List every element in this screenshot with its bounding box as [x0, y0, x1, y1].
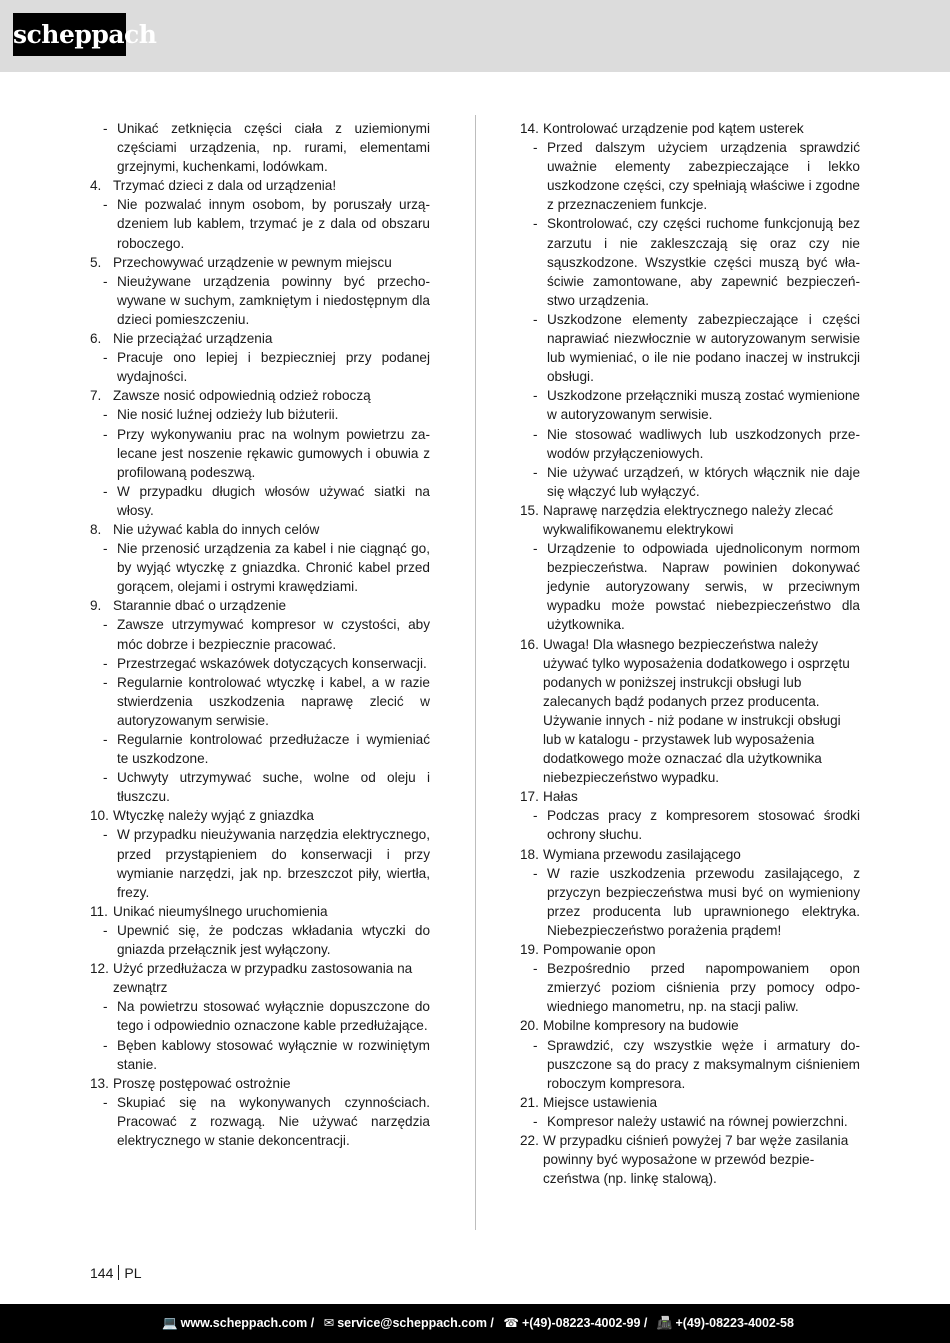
list-item-text: Uchwyty utrzymywać suche, wolne od oleju i tłuszczu. [117, 770, 430, 805]
fax-icon: 📠 [656, 1316, 673, 1330]
section-number: 5. [90, 254, 102, 270]
footer-separator: / [640, 1316, 651, 1330]
page-language: PL [124, 1265, 142, 1281]
list-item-text: Upewnić się, że podczas wkładania wtyczki do gniazda przełącznik jest wyłączony. [117, 922, 430, 958]
list-item [90, 1036, 430, 1074]
header-band [0, 0, 950, 72]
list-item [90, 768, 430, 806]
section-heading [520, 1131, 860, 1188]
list-item [90, 195, 430, 252]
section-number: 11. [90, 903, 108, 919]
list-item-text: Zawsze utrzymywać kompresor w czystości, aby móc dobrze i bezpiecznie pracować. [117, 617, 430, 652]
list-item [520, 214, 860, 309]
section-heading [90, 386, 430, 405]
list-item [520, 959, 860, 1016]
list-item [90, 482, 430, 520]
list-item-text: Nie nosić luźnej odzieży lub biżuterii. [117, 407, 339, 423]
dash-bullet: - [103, 1037, 108, 1053]
section-title: Starannie dbać o urządzenie [113, 598, 287, 614]
column-divider [475, 115, 476, 1230]
section-title: Uwaga! Dla własnego bezpieczeństwa należy używać tylko wyposażenia dodatkowego i osprzętu podanych w poniższej instrukcji obsługi lub zalecanych bądź podanych przez producenta. Używanie innych - niż podane w instrukcji obsługi lub w katalogu - przystawek lub wyposażenia dodatkowego może oznaczać dla użytkownika niebezpieczeństwo wypadku. [543, 636, 850, 786]
section-title: Mobilne kompresory na budowie [543, 1018, 739, 1034]
page-separator [118, 1265, 119, 1280]
left-column [90, 119, 430, 1150]
section-title: Nie przeciążać urządzenia [113, 331, 273, 347]
list-item-text: Przy wykonywaniu prac na wolnym powietrzu zalecane jest noszenie rękawic gumowych i obuwia z profilowaną podeszwą. [117, 426, 430, 480]
dash-bullet: - [103, 827, 108, 843]
section-heading [520, 787, 860, 806]
dash-bullet: - [103, 197, 108, 213]
section-number: 7. [90, 388, 102, 404]
computer-icon: 💻 [162, 1316, 178, 1330]
list-item-text: Pracuje ono lepiej i bezpieczniej przy podanej wydajności. [117, 350, 430, 385]
section-number: 21. [520, 1094, 539, 1110]
section-title: Trzymać dzieci z dala od urządzenia! [113, 178, 337, 194]
section-heading [90, 176, 430, 195]
list-item [520, 463, 860, 501]
dash-bullet: - [533, 808, 538, 824]
list-item-text: Skontrolować, czy części ruchome funkcjonują bez zarzutu i nie zakleszczają się oraz czy nie sąuszkodzone. Wszystkie części muszą być właściwie zamontowane, aby zapewnić bezpieczeństwo urządzenia. [547, 216, 860, 308]
dash-bullet: - [103, 999, 108, 1015]
section-heading [90, 520, 430, 539]
dash-bullet: - [533, 426, 538, 442]
footer-fax: +(49)-08223-4002-58 [675, 1316, 794, 1330]
section-title: Pompowanie opon [543, 942, 656, 958]
section-title: Użyć przedłużacza w przypadku zastosowania na zewnątrz [113, 961, 413, 996]
section-heading [90, 806, 430, 825]
list-item-text: Bęben kablowy stosować wyłącznie w rozwiniętym stanie. [117, 1037, 430, 1072]
list-item-text: Nie używać urządzeń, w których włącznik nie daje się włączyć lub wyłączyć. [547, 464, 860, 499]
section-title: Przechowywać urządzenie w pewnym miejscu [113, 254, 392, 270]
list-item [90, 997, 430, 1035]
section-title: Hałas [543, 789, 578, 805]
list-item [520, 806, 860, 844]
list-item [90, 539, 430, 596]
section-heading [520, 940, 860, 959]
section-number: 14. [520, 121, 539, 136]
section-number: 19. [520, 942, 539, 958]
section-heading [90, 959, 430, 997]
section-title: W przypadku ciśnień powyżej 7 bar węże zasilania powinny być wyposażone w przewód bezpieczeństwa (np. linkę stalową). [543, 1132, 849, 1187]
section-number: 20. [520, 1018, 539, 1034]
list-item [90, 348, 430, 386]
section-title: Proszę postępować ostrożnie [113, 1075, 291, 1091]
section-heading [90, 329, 430, 348]
section-title: Kontrolować urządzenie pod kątem usterek [543, 121, 804, 136]
section-heading [90, 253, 430, 272]
list-item-text: Urządzenie to odpowiada ujednoliconym normom bezpieczeństwa. Napraw powinien dokonywać jedynie autoryzowany serwis, w przeciwnym wypadku może powstać niebezpieczeństwo dla użytkownika. [547, 541, 860, 633]
list-item [520, 864, 860, 940]
dash-bullet: - [533, 541, 538, 557]
footer-separator: / [486, 1316, 498, 1330]
list-item [90, 405, 430, 424]
section-number: 22. [520, 1132, 539, 1148]
dash-bullet: - [533, 140, 538, 156]
list-item-text: Kompresor należy ustawić na równej powierzchni. [547, 1113, 848, 1129]
footer-email[interactable]: service@scheppach.com [337, 1316, 487, 1330]
dash-bullet: - [103, 922, 108, 938]
right-column [520, 119, 860, 1188]
section-number: 18. [520, 846, 539, 862]
section-number: 15. [520, 502, 539, 518]
section-heading [520, 119, 860, 138]
list-item-text: Nie stosować wadliwych lub uszkodzonych przewodów przyłączeniowych. [547, 426, 860, 461]
section-number: 9. [90, 598, 102, 614]
list-item-text: Przestrzegać wskazówek dotyczących konserwacji. [117, 655, 427, 671]
list-item-text: Uszkodzone elementy zabezpieczające i części naprawiać niezwłocznie w autoryzowanym serwisie lub wymieniać, o ile nie podano inaczej w instrukcji obsługi. [547, 311, 860, 385]
dash-bullet: - [533, 216, 538, 232]
section-number: 4. [90, 178, 102, 194]
list-item [90, 730, 430, 768]
phone-icon: ☎ [503, 1316, 519, 1330]
list-item-text: W przypadku nieużywania narzędzia elektrycznego, przed przystąpieniem do konserwacji i przy wymianie narzędzi, jak np. brzeszczot piły, wiertła, frezy. [117, 827, 430, 900]
section-number: 6. [90, 331, 102, 347]
dash-bullet: - [533, 388, 538, 404]
section-heading [520, 1093, 860, 1112]
dash-bullet: - [103, 426, 108, 442]
dash-bullet: - [103, 350, 108, 366]
footer-contact-bar [0, 1304, 950, 1343]
list-item-text: Bezpośrednio przed napompowaniem opon zmierzyć poziom ciśnienia przy pomocy odpowiedniego manometru, np. na stacji paliw. [547, 961, 860, 1015]
scheppach-logo: scheppach [13, 13, 126, 56]
list-item-text: Nie przenosić urządzenia za kabel i nie ciągnąć go, by wyjąć wtyczkę z gniazdka. Chronić kabel przed gorącem, olejami i ostrymi krawędziami. [117, 541, 430, 595]
list-item-text: Skupiać się na wykonywanych czynnościach. Pracować z rozwagą. Nie używać narzędzia elektrycznego w stanie dekoncentracji. [117, 1094, 430, 1148]
list-item-text: Sprawdzić, czy wszystkie węże i armatury dopuszczone są do pracy z maksymalnym ciśnieniem roboczym kompresora. [547, 1037, 860, 1091]
list-item [520, 310, 860, 386]
section-heading [520, 501, 860, 539]
dash-bullet: - [103, 732, 108, 747]
list-item-text: Regularnie kontrolować przedłużacze i wymieniać te uszkodzone. [117, 732, 430, 767]
list-item [90, 825, 430, 901]
section-title: Wymiana przewodu zasilającego [543, 846, 741, 862]
section-heading [90, 596, 430, 615]
list-item-text: W przypadku długich włosów używać siatki na włosy. [117, 483, 430, 518]
list-item-text: W razie uszkodzenia przewodu zasilającego, z przyczyn bezpieczeństwa musi być on wymieniony przez producenta lub uprawnionego elektryka. Niebezpieczeństwo porażenia prądem! [547, 865, 860, 938]
list-item-text: Uszkodzone przełączniki muszą zostać wymienione w autoryzowanym serwisie. [547, 388, 860, 423]
list-item [90, 119, 430, 176]
list-item-text: Na powietrzu stosować wyłącznie dopuszczone do tego i odpowiednio oznaczone kable przedłużające. [117, 999, 430, 1034]
section-heading [90, 902, 430, 921]
list-item [520, 1036, 860, 1093]
dash-bullet: - [103, 407, 108, 423]
list-item [90, 615, 430, 653]
footer-separator: / [307, 1316, 318, 1330]
section-number: 10. [90, 808, 109, 824]
section-title: Naprawę narzędzia elektrycznego należy zlecać wykwalifikowanemu elektrykowi [543, 502, 834, 537]
footer-website[interactable]: www.scheppach.com [180, 1316, 308, 1330]
dash-bullet: - [103, 483, 108, 499]
list-item [520, 138, 860, 214]
list-item [520, 425, 860, 463]
section-heading [90, 1074, 430, 1093]
dash-bullet: - [103, 541, 108, 557]
list-item [520, 539, 860, 634]
list-item [90, 654, 430, 673]
list-item [90, 673, 430, 730]
dash-bullet: - [533, 464, 538, 480]
dash-bullet: - [533, 961, 538, 977]
section-title: Wtyczkę należy wyjąć z gniazdka [113, 808, 314, 824]
section-heading [520, 845, 860, 864]
list-item-text: Podczas pracy z kompresorem stosować środki ochrony słuchu. [547, 808, 860, 843]
section-number: 17. [520, 789, 539, 805]
dash-bullet: - [533, 1037, 538, 1053]
section-title: Unikać nieumyślnego uruchomienia [113, 903, 328, 919]
dash-bullet: - [103, 770, 108, 786]
dash-bullet: - [533, 865, 538, 881]
list-item-text: Nieużywane urządzenia powinny być przechowywane w suchym, zamkniętym i niedostępnym dla dzieci pomieszczeniu. [117, 273, 430, 327]
dash-bullet: - [533, 311, 538, 327]
footer-phone: +(49)-08223-4002-99 [521, 1316, 641, 1330]
dash-bullet: - [533, 1113, 538, 1129]
section-number: 12. [90, 961, 109, 977]
dash-bullet: - [103, 121, 108, 136]
dash-bullet: - [103, 1094, 108, 1110]
list-item [90, 272, 430, 329]
section-title: Miejsce ustawienia [543, 1094, 658, 1110]
dash-bullet: - [103, 674, 108, 690]
section-number: 16. [520, 636, 539, 652]
list-item-text: Przed dalszym użyciem urządzenia sprawdzić uważnie elementy zabezpieczające i lekko uszkodzone części, czy spełniają właściwe i zgodne z przeznaczeniem funkcje. [547, 140, 860, 213]
list-item-text: Nie pozwalać innym osobom, by poruszały urządzeniem lub kablem, trzymać je z dala od obszaru roboczego. [117, 197, 430, 251]
list-item-text: Regularnie kontrolować wtyczkę i kabel, a w razie stwierdzenia uszkodzenia naprawę zlecić w autoryzowanym serwisie. [117, 674, 430, 728]
section-heading [520, 635, 860, 788]
list-item [520, 386, 860, 424]
section-title: Nie używać kabla do innych celów [113, 521, 320, 537]
section-number: 8. [90, 521, 102, 537]
page-number-value: 144 [90, 1265, 114, 1281]
section-heading [520, 1016, 860, 1035]
list-item [90, 1093, 430, 1150]
section-title: Zawsze nosić odpowiednią odzież roboczą [113, 388, 371, 404]
list-item [520, 1112, 860, 1131]
section-number: 13. [90, 1075, 109, 1091]
list-item [90, 921, 430, 959]
dash-bullet: - [103, 617, 108, 633]
list-item-text: Unikać zetknięcia części ciała z uziemionymi częściami urządzenia, np. rurami, elementami grzejnymi, kuchenkami, lodówkam. [117, 121, 430, 175]
page-number [90, 1265, 141, 1281]
dash-bullet: - [103, 273, 108, 289]
envelope-icon: ✉ [323, 1316, 335, 1330]
dash-bullet: - [103, 655, 108, 671]
list-item [90, 425, 430, 482]
